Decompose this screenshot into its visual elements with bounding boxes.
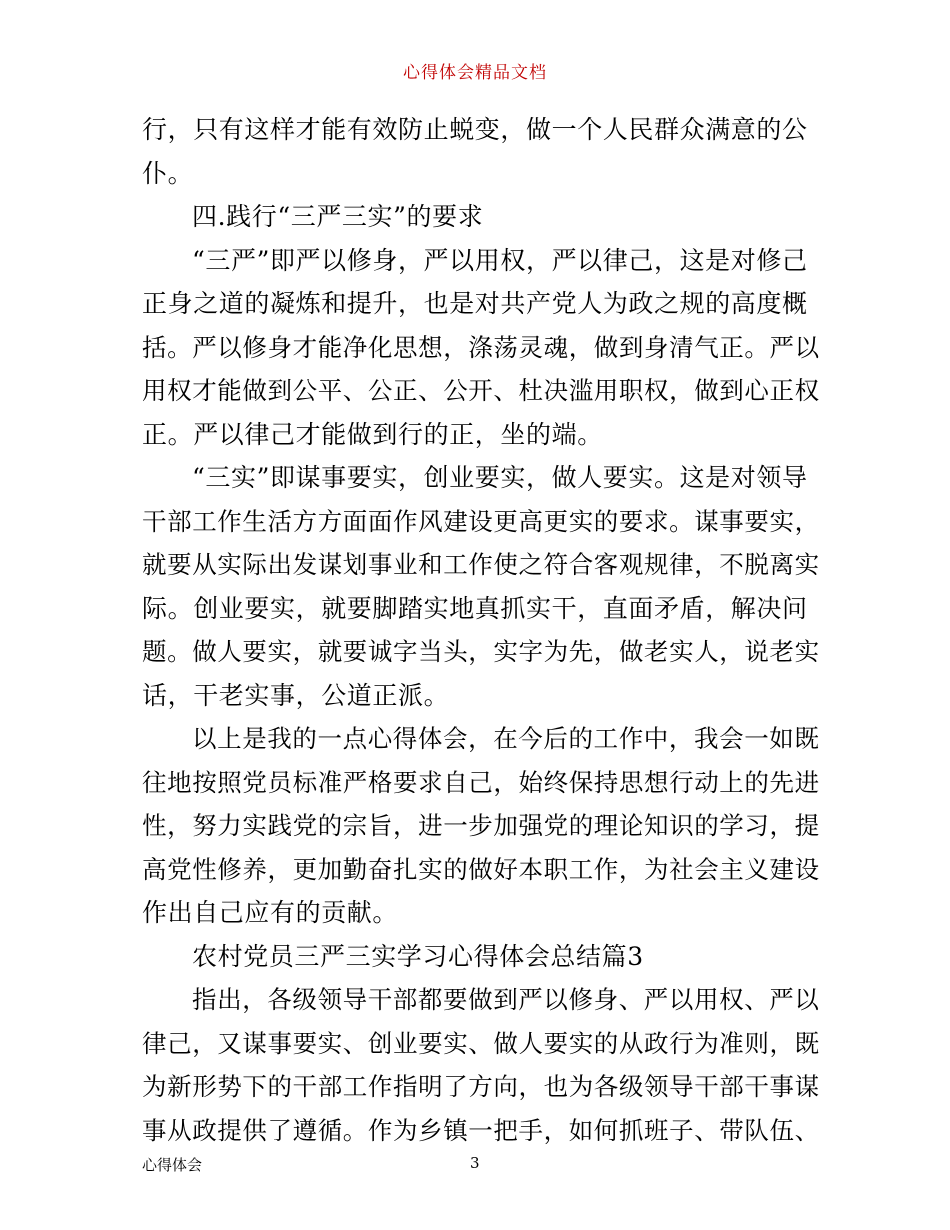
text-line: 性，努力实践党的宗旨，进一步加强党的理论知识的学习，提 <box>142 811 820 840</box>
text-line: 行，只有这样才能有效防止蜕变，做一个人民群众满意的公 <box>142 115 808 144</box>
text-line: “三实”即谋事要实，创业要实，做人要实。这是对领导 <box>192 463 808 492</box>
text-line: 四.践行“三严三实”的要求 <box>192 202 484 231</box>
text-line: 事从政提供了遵循。作为乡镇一把手，如何抓班子、带队伍、 <box>142 1115 820 1145</box>
text-line: 正。严以律己才能做到行的正，坐的端。 <box>142 419 603 449</box>
text-line: 农村党员三严三实学习心得体会总结篇3 <box>192 941 644 971</box>
text-line: 以上是我的一点心得体会，在今后的工作中，我会一如既 <box>192 724 820 753</box>
text-line: 作出自己应有的贡献。 <box>142 898 399 927</box>
text-line: 指出，各级领导干部都要做到严以修身、严以用权、严以 <box>192 985 820 1014</box>
document-body <box>142 108 822 1152</box>
text-line: 话，干老实事，公道正派。 <box>142 680 450 710</box>
text-line: 往地按照党员标准严格要求自己，始终保持思想行动上的先进 <box>142 767 820 797</box>
text-line: 正身之道的凝炼和提升，也是对共产党人为政之规的高度概 <box>142 289 808 318</box>
text-line: 律己，又谋事要实、创业要实、做人要实的从政行为准则，既 <box>142 1028 820 1058</box>
text-line: 高党性修养，更加勤奋扎实的做好本职工作，为社会主义建设 <box>142 854 820 884</box>
text-line: 为新形势下的干部工作指明了方向，也为各级领导干部干事谋 <box>142 1072 820 1101</box>
footer-label: 心得体会 <box>142 1156 203 1174</box>
text-line: 就要从实际出发谋划事业和工作使之符合客观规律，不脱离实 <box>142 550 820 579</box>
text-line: 题。做人要实，就要诚字当头，实字为先，做老实人，说老实 <box>142 637 820 666</box>
document-header: 心得体会精品文档 <box>403 63 547 83</box>
page-number: 3 <box>470 1154 480 1172</box>
text-line: 干部工作生活方方面面作风建设更高更实的要求。谋事要实， <box>142 506 820 536</box>
text-line: 际。创业要实，就要脚踏实地真抓实干，直面矛盾，解决问 <box>142 593 808 623</box>
text-line: 仆。 <box>142 158 194 188</box>
text-line: 括。严以修身才能净化思想，涤荡灵魂，做到身清气正。严以 <box>142 332 820 362</box>
text-line: “三严”即严以修身，严以用权，严以律己，这是对修己 <box>192 245 808 275</box>
text-line: 用权才能做到公平、公正、公开、杜决滥用职权，做到心正权 <box>142 376 820 405</box>
